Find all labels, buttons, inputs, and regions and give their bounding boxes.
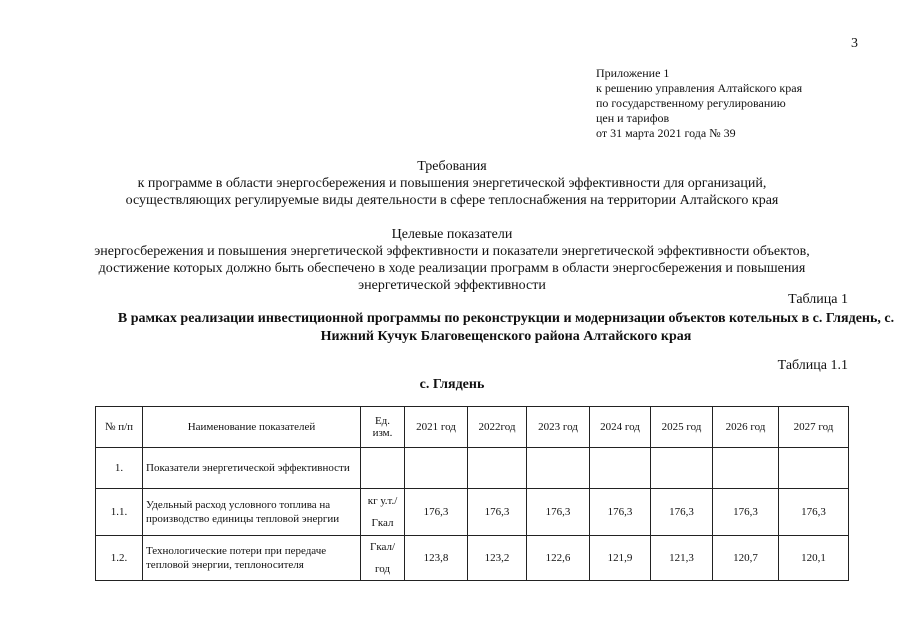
row-value: 120,7	[713, 536, 779, 581]
row-value	[779, 448, 849, 489]
header-year: 2021 год	[405, 407, 468, 448]
header-year: 2024 год	[590, 407, 651, 448]
targets-title: Целевые показатели	[391, 227, 513, 242]
appendix-line: от 31 марта 2021 года № 39	[596, 126, 736, 140]
row-name: Показатели энергетической эффективности	[143, 448, 361, 489]
table-1-label: Таблица 1	[788, 292, 848, 307]
appendix-block	[596, 66, 802, 141]
row-value: 121,3	[651, 536, 713, 581]
unit-top: кг у.т./	[367, 495, 398, 507]
appendix-line: Приложение 1	[596, 66, 670, 80]
appendix-line: цен и тарифов	[596, 111, 670, 125]
row-value	[468, 448, 527, 489]
row-value: 176,3	[527, 489, 590, 536]
requirements-subtitle-line: осуществляющих регулируемые виды деятельности в сфере теплоснабжения на территории Алтайского края	[125, 193, 779, 208]
header-year: 2023 год	[527, 407, 590, 448]
row-value: 176,3	[590, 489, 651, 536]
page-number: 3	[851, 36, 858, 51]
unit-bottom: год	[374, 563, 391, 575]
targets-subtitle	[0, 243, 904, 294]
row-value: 120,1	[779, 536, 849, 581]
row-unit	[361, 448, 405, 489]
row-unit	[361, 536, 405, 581]
header-unit: Ед. изм.	[361, 407, 405, 448]
appendix-line: по государственному регулированию	[596, 96, 786, 110]
header-name: Наименование показателей	[143, 407, 361, 448]
header-year: 2025 год	[651, 407, 713, 448]
row-name: Технологические потери при передаче тепловой энергии, теплоносителя	[143, 536, 361, 581]
table-row	[96, 448, 849, 489]
row-value: 176,3	[468, 489, 527, 536]
table-1-title: В рамках реализации инвестиционной программы по реконструкции и модернизации объектов котельных в с. Глядень, с. Нижний Кучук Благовещенского района Алтайского края	[117, 311, 895, 344]
header-year: 2027 год	[779, 407, 849, 448]
indicators-table	[95, 406, 849, 581]
appendix-line: к решению управления Алтайского края	[596, 81, 803, 95]
row-name: Удельный расход условного топлива на производство единицы тепловой энергии	[143, 489, 361, 536]
requirements-subtitle-line: к программе в области энергосбережения и повышения энергетической эффективности для организаций,	[137, 176, 767, 191]
row-num: 1.1.	[96, 489, 143, 536]
targets-subtitle-line: энергетической эффективности	[358, 278, 546, 293]
row-value	[651, 448, 713, 489]
table-1-1-title: с. Глядень	[419, 377, 485, 392]
row-unit	[361, 489, 405, 536]
row-value: 122,6	[527, 536, 590, 581]
requirements-subtitle	[0, 175, 904, 209]
row-value	[527, 448, 590, 489]
row-value	[405, 448, 468, 489]
header-year: 2026 год	[713, 407, 779, 448]
row-value	[590, 448, 651, 489]
requirements-title: Требования	[417, 159, 487, 174]
table-row	[96, 536, 849, 581]
row-value: 123,2	[468, 536, 527, 581]
row-value: 176,3	[713, 489, 779, 536]
row-value: 121,9	[590, 536, 651, 581]
table-1-1-label: Таблица 1.1	[777, 358, 848, 373]
row-value	[713, 448, 779, 489]
targets-subtitle-line: энергосбережения и повышения энергетической эффективности и показатели энергетической эффективности объектов,	[94, 244, 810, 259]
row-num: 1.2.	[96, 536, 143, 581]
unit-top: Гкал/	[369, 541, 396, 553]
header-num: № п/п	[96, 407, 143, 448]
unit-bottom: Гкал	[371, 517, 394, 529]
row-num: 1.	[96, 448, 143, 489]
row-value: 176,3	[405, 489, 468, 536]
table-header-row	[96, 407, 849, 448]
row-value: 176,3	[651, 489, 713, 536]
targets-subtitle-line: достижение которых должно быть обеспечено в ходе реализации программ в области энергосбережения и повышения	[98, 261, 806, 276]
header-year: 2022год	[468, 407, 527, 448]
row-value: 176,3	[779, 489, 849, 536]
table-row	[96, 489, 849, 536]
row-value: 123,8	[405, 536, 468, 581]
